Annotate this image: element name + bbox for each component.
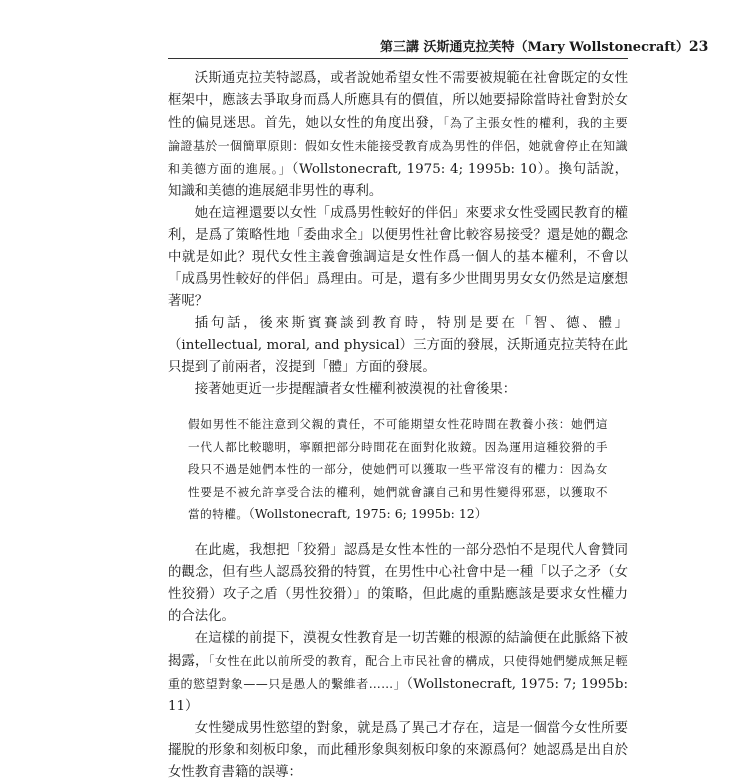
paragraph-6-citation: （Wollstonecraft, 1975: 7; 1995b: 11）	[168, 676, 628, 714]
block-quote-text: 假如男性不能注意到父親的責任，不可能期望女性花時間在教養小孩：她們這一代人都比較聰明，寧願把部分時間花在面對化妝鏡。因為運用這種狡猾的手段只不過是她們本性的一部分，使她們可以獲取一些平常沒有的權力：因為女性要是不被允許享受合法的權利，她們就會讓自己和男性變得邪惡，以獲取不當的特權。	[188, 417, 608, 521]
paragraph-7: 女性變成男性慾望的對象，就是爲了異己才存在，這是一個當今女性所要擺脫的形象和刻板印象，而此種形象與刻板印象的來源爲何？她認爲是出自於女性教育書籍的誤導：	[168, 720, 628, 780]
paragraph-1-text-b: （Wollstonecraft, 1975: 4; 1995b: 10）。換句話說，知識和美德的進展絕非男性的專利。	[168, 162, 628, 199]
block-quote	[188, 413, 608, 526]
running-header	[380, 36, 709, 56]
paragraph-3: 插句話，後來斯賓賽談到教育時，特別是要在「智、德、體」（intellectual, moral, and physical）三方面的發展，沃斯通克拉芙特在此只提到了前兩者，沒提到「體」方面的發展。	[168, 316, 628, 375]
block-quote-citation: （Wollstonecraft, 1975: 6; 1995b: 12）	[248, 506, 488, 521]
paragraph-2: 她在這裡還要以女性「成爲男性較好的伴侶」來要求女性受國民教育的權利，是爲了策略性地「委曲求全」以便男性社會比較容易接受？還是她的觀念中就是如此？現代女性主義會強調這是女性作爲一個人的基本權利，不會以「成爲男性較好的伴侶」爲理由。可是，還有多少世間男男女女仍然是這麼想著呢？	[168, 206, 628, 309]
paragraph-1-quote: 「為了主張女性的權利，我的主要論證基於一個簡單原則：假如女性未能接受教育成為男性的伴侶，她就會停止在知識和美德方面的進展。」	[168, 116, 628, 176]
chapter-title: 第三講 沃斯通克拉芙特（Mary Wollstonecraft）	[380, 40, 689, 55]
page-number: 23	[688, 39, 709, 55]
paragraph-4: 接著她更近一步提醒讀者女性權利被漠視的社會後果：	[194, 382, 517, 397]
paragraph-1-text-a: 沃斯通克拉芙特認爲，或者說她希望女性不需要被規範在社會既定的女性框架中，應該去爭取身而爲人所應具有的價值，所以她要掃除當時社會對於女性的偏見迷思。首先，她以女性的角度出發，	[168, 71, 628, 131]
paragraph-6-text-a: 在這樣的前提下，漠視女性教育是一切苦難的根源的結論便在此脈絡下被揭露，	[168, 630, 628, 669]
paragraph-6-quote: 「女性在此以前所受的教育，配合上市民社會的構成，只使得她們變成無足輕重的慾望對象——只是愚人的繫維者……」	[168, 653, 629, 691]
header-rule	[168, 58, 628, 59]
paragraph-6	[168, 628, 628, 718]
paragraph-1	[168, 68, 628, 203]
body-text	[168, 68, 628, 784]
paragraph-5: 在此處，我想把「狡猾」認爲是女性本性的一部分恐怕不是現代人會贊同的觀念，但有些人認爲狡猾的特質，在男性中心社會中是一種「以子之矛（女性狡猾）攻子之盾（男性狡猾）」的策略，但此處的重點應該是要求女性權力的合法化。	[168, 542, 628, 624]
